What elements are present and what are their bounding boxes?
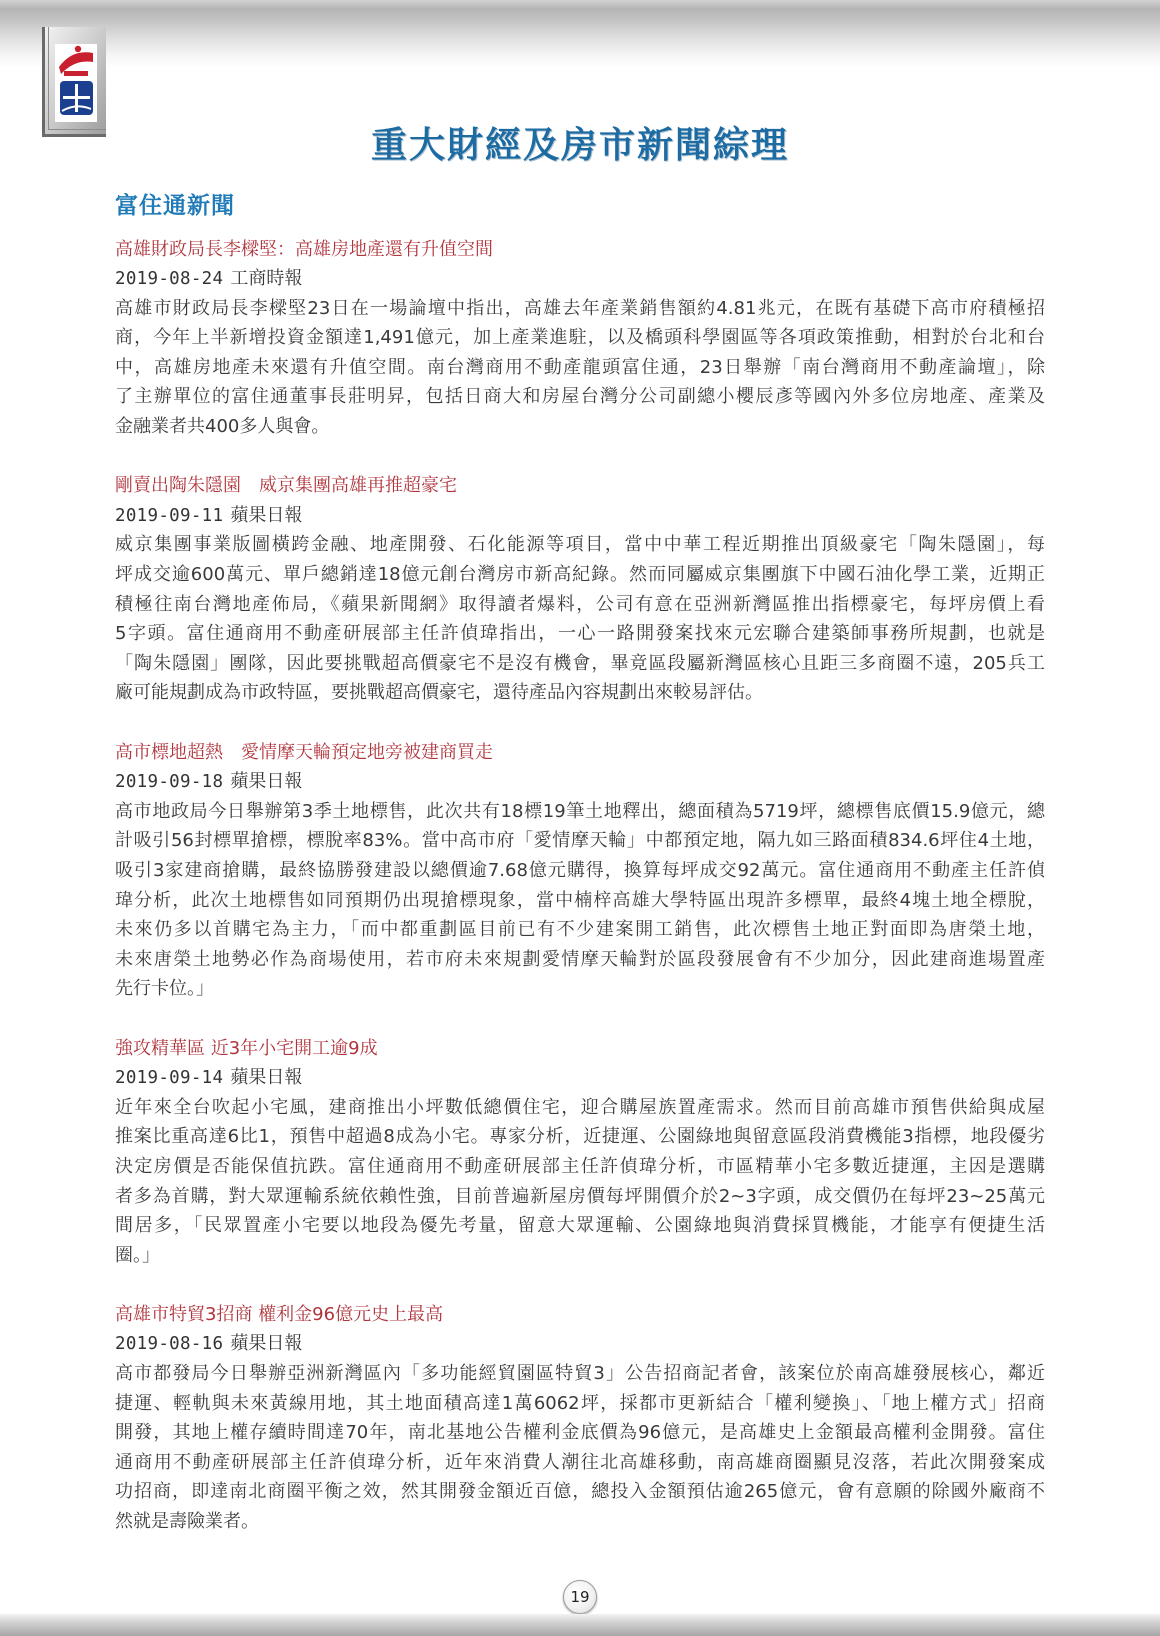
body-line: 坪成交逾600萬元、單戶總銷達18億元創台灣房市新高紀錄。然而同屬威京集團旗下中國石油化學工業，近期正: [115, 564, 1045, 586]
article: [115, 235, 1045, 442]
body-line: 捷運、輕軌與未來黃線用地，其土地面積高達1萬6062坪，採都市更新結合「權利變換」、「地上權方式」招商: [115, 1392, 1045, 1414]
article-title: 高雄財政局長李樑堅：高雄房地產還有升值空間: [115, 238, 493, 260]
body-line: 先行卡位。」: [115, 978, 214, 1000]
article-source: 蘋果日報: [230, 771, 303, 793]
body-line: 高雄市財政局長李樑堅23日在一場論壇中指出，高雄去年產業銷售額約4.81兆元，在既有基礎下高市府積極招: [115, 297, 1045, 319]
logo-red-dot: [75, 46, 81, 52]
article-date: 2019-08-24: [115, 269, 224, 290]
body-line: 近年來全台吹起小宅風，建商推出小坪數低總價住宅，迎合購屋族置產需求。然而目前高雄市預售供給與成屋: [115, 1096, 1045, 1118]
article-meta: [115, 1063, 1045, 1093]
article-meta: [115, 264, 1045, 294]
article-title: 高市標地超熱 愛情摩天輪預定地旁被建商買走: [115, 741, 493, 763]
body-line: 5字頭。富住通商用不動產研展部主任許偵瑋指出，一心一路開發案找來元宏聯合建築師事務所規劃，也就是: [115, 623, 1045, 645]
body-line: 通商用不動產研展部主任許偵瑋分析，近年來消費人潮往北高雄移動，南高雄商圈顯見沒落，若此次開發案成: [115, 1451, 1045, 1473]
header-band: [0, 0, 1160, 68]
article-source: 工商時報: [230, 268, 303, 290]
page-number: 19: [563, 1580, 597, 1614]
company-logo: [42, 27, 106, 137]
body-line: 決定房價是否能保值抗跌。富住通商用不動產研展部主任許偵瑋分析，市區精華小宅多數近捷運，主因是選購: [115, 1155, 1045, 1177]
body-line: 廠可能規劃成為市政特區，要挑戰超高價豪宅，還待產品內容規劃出來較易評估。: [115, 682, 763, 704]
body-line: 威京集團事業版圖橫跨金融、地產開發、石化能源等項目，當中中華工程近期推出頂級豪宅「陶朱隱園」，每: [115, 534, 1045, 556]
body-line: 高市都發局今日舉辦亞洲新灣區內「多功能經貿園區特貿3」公告招商記者會，該案位於南高雄發展核心，鄰近: [115, 1363, 1045, 1385]
body-line: 吸引3家建商搶購，最終協勝發建設以總價逾7.68億元購得，換算每坪成交92萬元。富住通商用不動產主任許偵: [115, 859, 1045, 881]
article: [115, 738, 1045, 1004]
body-line: 間居多，「民眾置產小宅要以地段為優先考量，留意大眾運輸、公園綠地與消費採買機能，才能享有便捷生活: [115, 1215, 1045, 1237]
article-date: 2019-09-14: [115, 1068, 224, 1089]
article-source: 蘋果日報: [230, 1067, 303, 1089]
body-line: 功招商，即達南北商圈平衡之效，然其開發金額近百億，總投入金額預估逾265億元，會有意願的除國外廠商不: [115, 1481, 1045, 1503]
logo-blue-line-v: [75, 84, 78, 112]
article-date: 2019-09-11: [115, 505, 224, 526]
article-title: 強攻精華區 近3年小宅開工逾9成: [115, 1037, 378, 1059]
body-line: 商，今年上半新增投資金額達1,491億元，加上產業進駐，以及橋頭科學園區等各項政策推動，相對於台北和台: [115, 327, 1045, 349]
article: [115, 1300, 1045, 1537]
body-line: 了主辦單位的富住通董事長莊明昇，包括日商大和房屋台灣分公司副總小櫻辰彥等國內外多位房地產、產業及: [115, 386, 1045, 408]
article-meta: [115, 1329, 1045, 1359]
body-line: 推案比重高達6比1，預售中超過8成為小宅。專家分析，近捷運、公園綠地與留意區段消費機能3指標，地段優劣: [115, 1126, 1045, 1148]
body-line: 積極往南台灣地產佈局，《蘋果新聞網》取得讀者爆料，公司有意在亞洲新灣區推出指標豪宅，每坪房價上看: [115, 593, 1045, 615]
body-line: 中，高雄房地產未來還有升值空間。南台灣商用不動產龍頭富住通，23日舉辦「南台灣商用不動產論壇」，除: [115, 356, 1045, 378]
body-line: 瑋分析，此次土地標售如同預期仍出現搶標現象，當中楠梓高雄大學特區出現許多標單，最終4塊土地全標脫，: [115, 889, 1045, 911]
body-line: 未來仍多以首購宅為主力，「而中都重劃區目前已有不少建案開工銷售，此次標售土地正對面即為唐榮土地，: [115, 919, 1045, 941]
body-line: 然就是壽險業者。: [115, 1511, 259, 1533]
footer-band: [0, 1614, 1160, 1636]
article-meta: [115, 501, 1045, 531]
logo-inner-line-left: [48, 27, 49, 130]
logo-edge-left: [42, 27, 45, 137]
article-source: 蘋果日報: [230, 504, 303, 526]
body-line: 金融業者共400多人與會。: [115, 416, 330, 438]
body-line: 未來唐榮土地勢必作為商場使用，若市府未來規劃愛情摩天輪對於區段發展會有不少加分，因此建商進場置產: [115, 948, 1045, 970]
article-source: 蘋果日報: [230, 1333, 303, 1355]
section-heading: 富住通新聞: [115, 193, 235, 219]
article-title: 剛賣出陶朱隱園 威京集團高雄再推超豪宅: [115, 475, 457, 497]
article: [115, 471, 1045, 708]
body-line: 圈。」: [115, 1244, 160, 1266]
body-line: 計吸引56封標單搶標，標脫率83%。當中高市府「愛情摩天輪」中都預定地，隔九如三路面積834.6坪住4土地，: [115, 830, 1045, 852]
body-line: 開發，其地上權存續時間達70年，南北基地公告權利金底價為96億元，是高雄史上金額最高權利金開發。富住: [115, 1422, 1045, 1444]
page-title: 重大財經及房市新聞綜理: [370, 125, 789, 166]
body-line: 高市地政局今日舉辦第3季土地標售，此次共有18標19筆土地釋出，總面積為5719坪，總標售底價15.9億元，總: [115, 800, 1045, 822]
article-meta: [115, 767, 1045, 797]
logo-red-bar: [64, 71, 88, 76]
body-line: 「陶朱隱園」團隊，因此要挑戰超高價豪宅不是沒有機會，畢竟區段屬新灣區核心且距三多商圈不遠，205兵工: [115, 652, 1045, 674]
article-list: [115, 235, 1045, 1567]
article: [115, 1034, 1045, 1271]
article-title: 高雄市特貿3招商 權利金96億元史上最高: [115, 1303, 444, 1325]
body-line: 者多為首購，對大眾運輸系統依賴性強，目前普遍新屋房價每坪開價介於2~3字頭，成交價仍在每坪23~25萬元: [115, 1185, 1045, 1207]
article-date: 2019-09-18: [115, 772, 224, 793]
article-date: 2019-08-16: [115, 1334, 224, 1355]
